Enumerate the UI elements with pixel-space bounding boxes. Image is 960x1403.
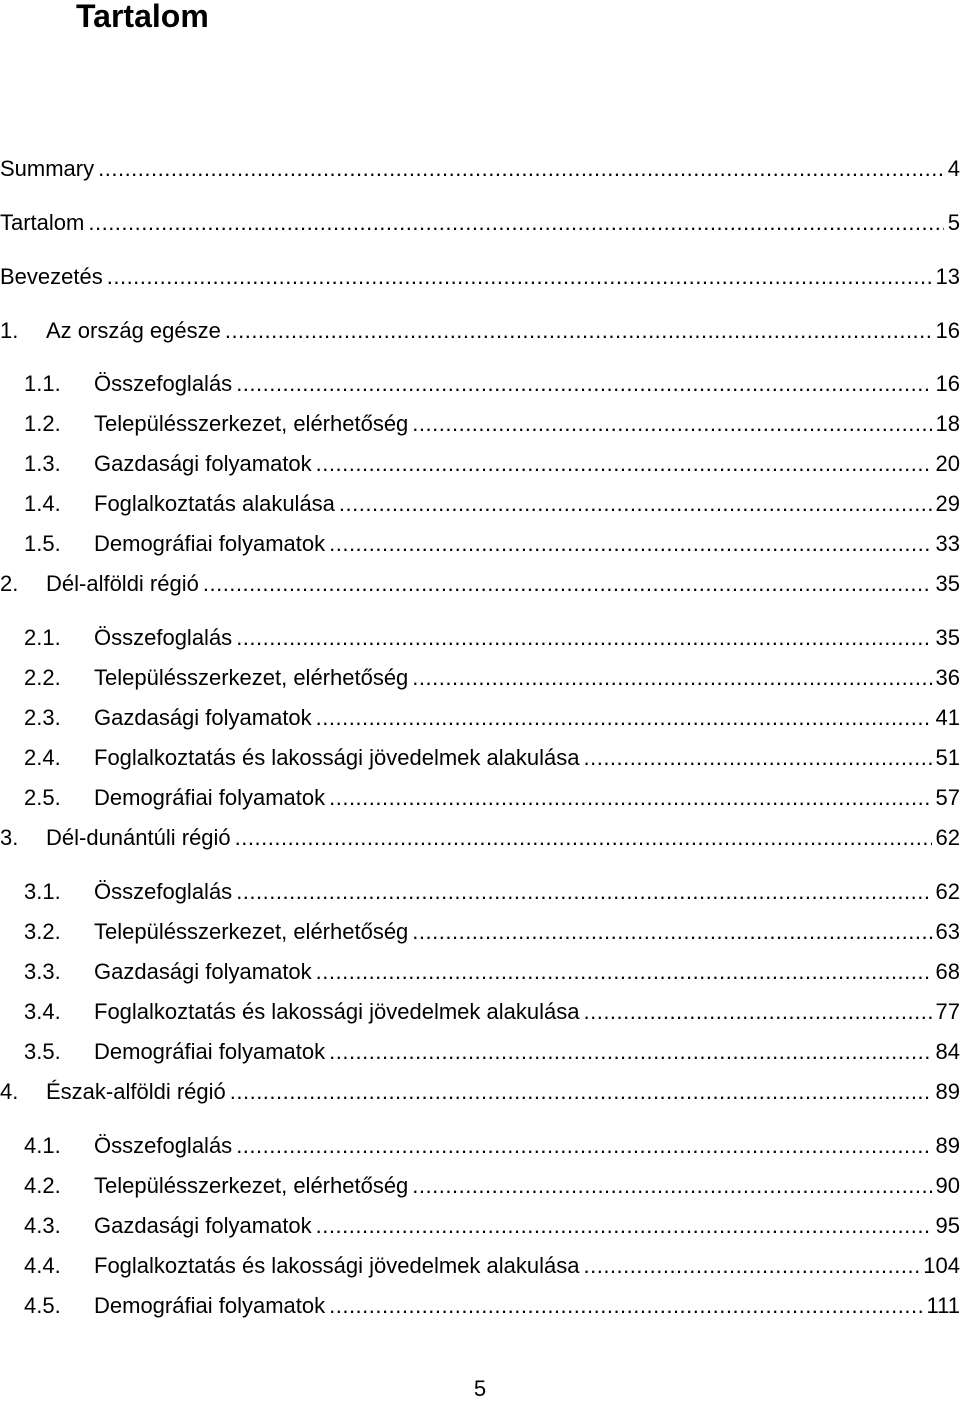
- toc-dot-leader: [329, 785, 931, 811]
- toc-dot-leader: [329, 1293, 922, 1319]
- toc-entry[interactable]: [0, 1167, 960, 1199]
- toc-dot-leader: [235, 825, 932, 851]
- toc-entry[interactable]: [0, 699, 960, 731]
- toc-entry[interactable]: [0, 873, 960, 905]
- toc-entry-page: 35: [935, 625, 960, 650]
- toc-entry-number: 3.: [0, 825, 19, 850]
- toc-entry-page: 13: [935, 264, 960, 289]
- toc-entry-page: 5: [947, 210, 960, 235]
- page-number: 5: [473, 1376, 487, 1401]
- toc-entry[interactable]: [0, 1073, 960, 1105]
- toc-entry-page: 89: [935, 1079, 960, 1104]
- toc-entry-number: 2.4.: [24, 745, 61, 770]
- toc-entry[interactable]: [0, 405, 960, 437]
- toc-dot-leader: [230, 1079, 932, 1105]
- toc-entry-number: 3.5.: [24, 1039, 61, 1064]
- toc-entry[interactable]: [0, 258, 960, 290]
- toc-entry-page: 104: [923, 1253, 960, 1278]
- toc-entry-page: 4: [947, 156, 960, 181]
- toc-entry-label: Summary: [0, 156, 95, 181]
- toc-dot-leader: [329, 531, 931, 557]
- toc-entry[interactable]: [0, 1033, 960, 1065]
- toc-entry-number: 2.2.: [24, 665, 61, 690]
- toc-entry-label: Foglalkoztatás és lakossági jövedelmek alakulása: [94, 745, 580, 770]
- toc-entry-page: 111: [926, 1293, 960, 1318]
- toc-entry-number: 1.3.: [24, 451, 61, 476]
- toc-entry-label: Tartalom: [0, 210, 85, 235]
- toc-entry[interactable]: [0, 312, 960, 344]
- toc-entry[interactable]: [0, 204, 960, 236]
- toc-entry-label: Településszerkezet, elérhetőség: [94, 665, 409, 690]
- toc-entry-label: Dél-alföldi régió: [46, 571, 199, 596]
- toc-entry-number: 4.: [0, 1079, 19, 1104]
- toc-entry[interactable]: [0, 779, 960, 811]
- toc-dot-leader: [583, 999, 931, 1025]
- toc-dot-leader: [236, 879, 931, 905]
- toc-entry-page: 29: [935, 491, 960, 516]
- toc-dot-leader: [329, 1039, 931, 1065]
- toc-entry-label: Településszerkezet, elérhetőség: [94, 411, 409, 436]
- toc-entry-page: 18: [935, 411, 960, 436]
- toc-dot-leader: [236, 371, 931, 397]
- toc-entry-page: 62: [935, 825, 960, 850]
- toc-entry-number: 2.: [0, 571, 19, 596]
- page-title: Tartalom: [76, 0, 209, 34]
- toc-entry-page: 77: [935, 999, 960, 1024]
- toc-entry-label: Az ország egésze: [46, 318, 221, 343]
- toc-dot-leader: [412, 919, 931, 945]
- toc-entry[interactable]: [0, 1247, 960, 1279]
- toc-dot-leader: [316, 705, 932, 731]
- toc-entry-label: Foglalkoztatás és lakossági jövedelmek alakulása: [94, 999, 580, 1024]
- toc-entry-number: 3.3.: [24, 959, 61, 984]
- toc-entry-number: 1.4.: [24, 491, 61, 516]
- toc-entry-label: Gazdasági folyamatok: [94, 1213, 312, 1238]
- toc-entry-label: Demográfiai folyamatok: [94, 1293, 326, 1318]
- toc-entry[interactable]: [0, 365, 960, 397]
- toc-entry-page: 41: [935, 705, 960, 730]
- toc-entry-label: Foglalkoztatás alakulása: [94, 491, 335, 516]
- toc-entry-label: Összefoglalás: [94, 625, 233, 650]
- toc-dot-leader: [339, 491, 932, 517]
- toc-entry[interactable]: [0, 565, 960, 597]
- toc-entry[interactable]: [0, 739, 960, 771]
- toc-entry-page: 63: [935, 919, 960, 944]
- toc-entry-page: 20: [935, 451, 960, 476]
- toc-entry-label: Dél-dunántúli régió: [46, 825, 231, 850]
- toc-entry[interactable]: [0, 445, 960, 477]
- toc-entry-page: 62: [935, 879, 960, 904]
- toc-entry-number: 1.2.: [24, 411, 61, 436]
- toc-entry-label: Észak-alföldi régió: [46, 1079, 226, 1104]
- toc-dot-leader: [107, 264, 932, 290]
- toc-entry-label: Településszerkezet, elérhetőség: [94, 1173, 409, 1198]
- toc-entry-label: Településszerkezet, elérhetőség: [94, 919, 409, 944]
- toc-dot-leader: [412, 665, 931, 691]
- toc-entry-number: 3.4.: [24, 999, 61, 1024]
- toc-entry-number: 4.1.: [24, 1133, 61, 1158]
- toc-entry-label: Demográfiai folyamatok: [94, 531, 326, 556]
- toc-entry-number: 1.5.: [24, 531, 61, 556]
- toc-entry-label: Demográfiai folyamatok: [94, 785, 326, 810]
- toc-entry-page: 16: [935, 318, 960, 343]
- toc-entry-number: 3.1.: [24, 879, 61, 904]
- toc-entry[interactable]: [0, 659, 960, 691]
- toc-entry-page: 68: [935, 959, 960, 984]
- toc-dot-leader: [412, 1173, 931, 1199]
- toc-entry-page: 16: [935, 371, 960, 396]
- toc-dot-leader: [225, 318, 932, 344]
- toc-entry-number: 2.3.: [24, 705, 61, 730]
- toc-entry-page: 95: [935, 1213, 960, 1238]
- toc-entry-label: Gazdasági folyamatok: [94, 959, 312, 984]
- toc-entry[interactable]: [0, 819, 960, 851]
- toc-entry-label: Összefoglalás: [94, 1133, 233, 1158]
- toc-entry-number: 1.1.: [24, 371, 61, 396]
- toc-entry-number: 4.2.: [24, 1173, 61, 1198]
- toc-entry-label: Demográfiai folyamatok: [94, 1039, 326, 1064]
- toc-entry-label: Összefoglalás: [94, 879, 233, 904]
- toc-dot-leader: [236, 625, 931, 651]
- toc-entry-label: Összefoglalás: [94, 371, 233, 396]
- toc-dot-leader: [316, 959, 932, 985]
- toc-entry-page: 57: [935, 785, 960, 810]
- toc-entry[interactable]: [0, 1207, 960, 1239]
- toc-entry[interactable]: [0, 485, 960, 517]
- toc-entry[interactable]: [0, 1287, 960, 1319]
- toc-entry-number: 2.5.: [24, 785, 61, 810]
- toc-entry[interactable]: [0, 150, 960, 182]
- toc-entry-page: 33: [935, 531, 960, 556]
- toc-entry-page: 89: [935, 1133, 960, 1158]
- toc-dot-leader: [203, 571, 932, 597]
- toc-entry-number: 3.2.: [24, 919, 61, 944]
- toc-dot-leader: [583, 745, 931, 771]
- toc-entry-page: 51: [935, 745, 960, 770]
- toc-entry-number: 2.1.: [24, 625, 61, 650]
- toc-entry-label: Gazdasági folyamatok: [94, 451, 312, 476]
- toc-entry[interactable]: [0, 993, 960, 1025]
- toc-dot-leader: [583, 1253, 919, 1279]
- toc-entry-number: 4.5.: [24, 1293, 61, 1318]
- toc-entry-page: 36: [935, 665, 960, 690]
- toc-entry[interactable]: [0, 913, 960, 945]
- toc-entry-number: 1.: [0, 318, 19, 343]
- toc-entry-label: Gazdasági folyamatok: [94, 705, 312, 730]
- toc-dot-leader: [98, 156, 944, 182]
- toc-dot-leader: [316, 1213, 932, 1239]
- toc-entry[interactable]: [0, 953, 960, 985]
- toc-entry-page: 84: [935, 1039, 960, 1064]
- toc-entry-label: Foglalkoztatás és lakossági jövedelmek alakulása: [94, 1253, 580, 1278]
- toc-entry-number: 4.3.: [24, 1213, 61, 1238]
- toc-entry[interactable]: [0, 525, 960, 557]
- toc-dot-leader: [412, 411, 931, 437]
- toc-entry-page: 90: [935, 1173, 960, 1198]
- toc-entry-number: 4.4.: [24, 1253, 61, 1278]
- toc-entry[interactable]: [0, 619, 960, 651]
- toc-dot-leader: [88, 210, 943, 236]
- toc-entry-page: 35: [935, 571, 960, 596]
- toc-entry-label: Bevezetés: [0, 264, 103, 289]
- toc-dot-leader: [236, 1133, 931, 1159]
- toc-entry[interactable]: [0, 1127, 960, 1159]
- toc-dot-leader: [316, 451, 932, 477]
